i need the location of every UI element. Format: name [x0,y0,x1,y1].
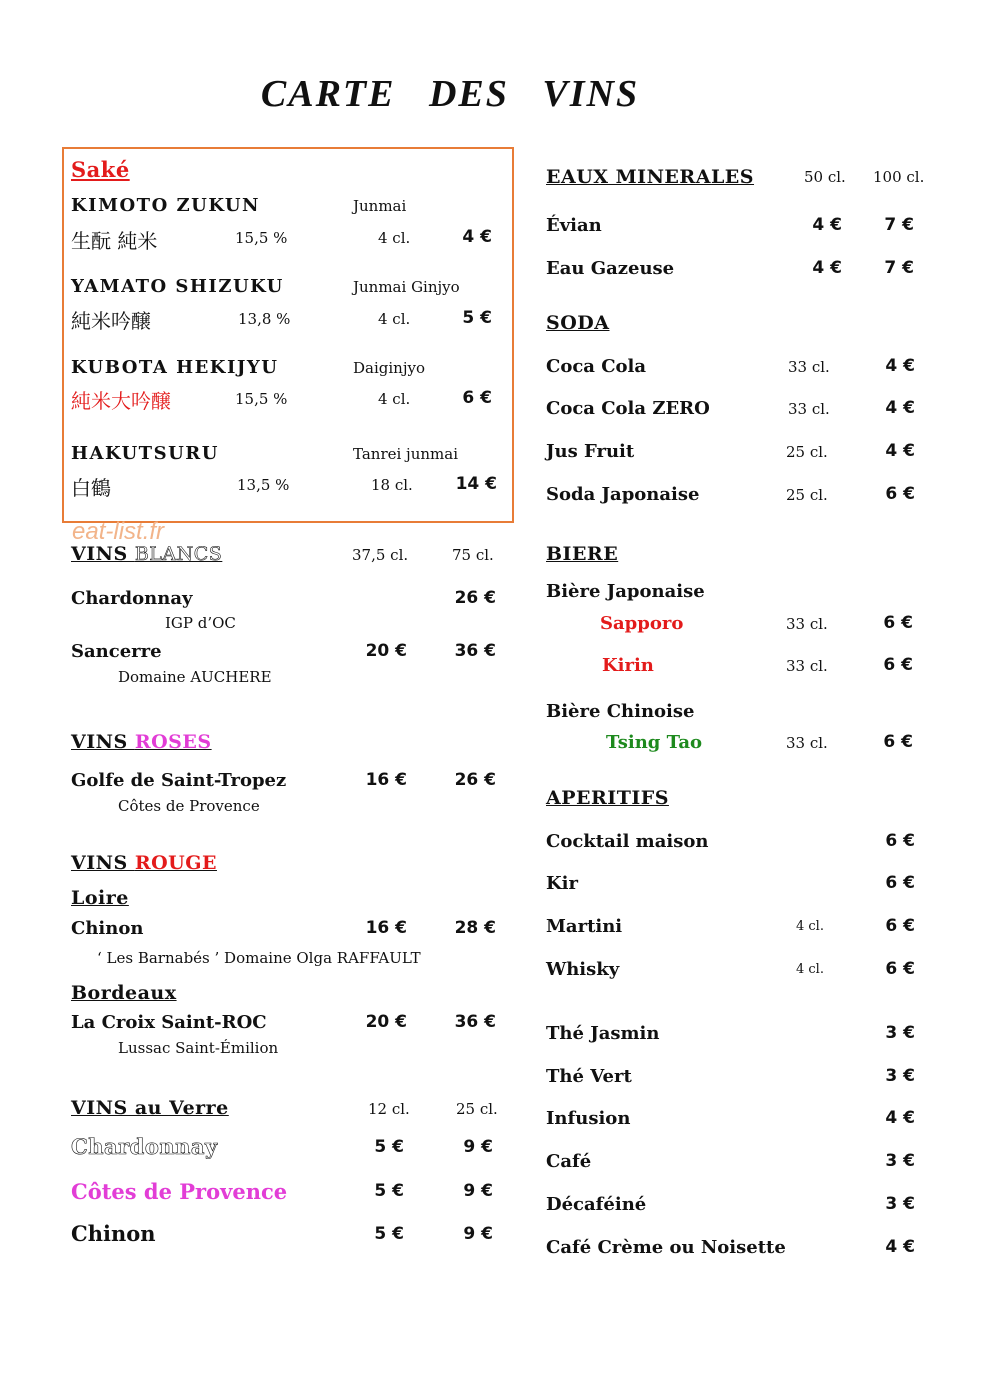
sake-kanji: 生酛 純米 [71,229,158,253]
drink-price: 4 € [812,215,842,235]
sake-abv: 15,5 % [235,390,288,408]
sake-abv: 15,5 % [235,229,288,247]
sake-kanji: 純米大吟醸 [71,389,171,413]
sake-price: 14 € [455,474,497,494]
wine-price: 28 € [454,918,496,938]
wine-price: 36 € [454,1012,496,1032]
drink-price: 6 € [885,959,915,979]
wine-sub: IGP d’OC [165,614,236,632]
wine-name: Chardonnay [71,588,193,609]
drink-size: 4 cl. [796,962,824,977]
wine-name: Golfe de Saint-Tropez [71,770,287,791]
drink-price: 6 € [885,831,915,851]
drink-price: 6 € [885,873,915,893]
heading-part: VINS [71,731,135,753]
verre-name: Chinon [71,1221,156,1246]
sake-size: 4 cl. [378,390,411,408]
drink-price: 6 € [885,916,915,936]
drink-name: Kirin [602,655,654,676]
drink-price: 7 € [884,258,914,278]
drink-size: 33 cl. [788,400,830,418]
wine-name: Sancerre [71,641,162,662]
drink-price: 3 € [885,1066,915,1086]
col-header: 37,5 cl. [352,546,409,564]
drink-price: 3 € [885,1023,915,1043]
region-loire: Loire [71,887,129,909]
sake-name: KIMOTO ZUKUN [71,195,260,216]
drink-price: 4 € [885,1108,915,1128]
drink-price: 4 € [885,1237,915,1257]
heading-part: ROUGE [134,852,217,874]
eaux-heading: EAUX MINERALES [546,166,755,188]
sake-size: 18 cl. [371,476,413,494]
page-title: CARTE DES VINS [260,73,640,115]
wine-name: La Croix Saint-ROC [71,1012,267,1033]
drink-name: Café Crème ou Noisette [546,1237,786,1258]
drink-price: 4 € [885,356,915,376]
sake-type: Junmai [353,197,407,215]
sake-abv: 13,5 % [237,476,290,494]
heading-part: VINS [71,852,135,874]
drink-name: Martini [546,916,623,937]
wine-price: 16 € [365,918,407,938]
drink-name: Eau Gazeuse [546,258,675,279]
aperitifs-heading: APERITIFS [546,787,669,809]
verre-name: Côtes de Provence [71,1179,288,1204]
drink-name: Évian [546,215,602,236]
wine-price: 26 € [454,770,496,790]
wine-price: 16 € [365,770,407,790]
drink-name: Décaféiné [546,1194,647,1215]
vins-roses-heading [71,731,212,753]
biere-group: Bière Japonaise [546,581,705,602]
sake-heading: Saké [71,157,130,182]
drink-price: 4 € [885,441,915,461]
drink-price: 6 € [883,732,913,752]
drink-size: 33 cl. [786,657,828,675]
drink-name: Jus Fruit [546,441,635,462]
drink-size: 25 cl. [786,486,828,504]
drink-price: 4 € [885,398,915,418]
drink-name: Kir [546,873,578,894]
drink-size: 33 cl. [786,615,828,633]
drink-price: 6 € [883,613,913,633]
drink-price: 3 € [885,1194,915,1214]
vins-blancs-heading [71,543,222,565]
heading-part: VINS [71,543,135,565]
region-bordeaux: Bordeaux [71,982,177,1004]
sake-kanji: 白鶴 [71,476,111,500]
verre-price: 9 € [463,1224,493,1244]
drink-price: 4 € [812,258,842,278]
col-header: 12 cl. [368,1100,410,1118]
drink-price: 6 € [885,484,915,504]
vins-rouge-heading [71,852,217,874]
biere-group: Bière Chinoise [546,701,695,722]
drink-size: 25 cl. [786,443,828,461]
heading-part: ROSES [134,731,212,753]
sake-price: 4 € [462,227,492,247]
sake-size: 4 cl. [378,229,411,247]
soda-heading: SODA [546,312,610,334]
wine-price: 36 € [454,641,496,661]
verre-price: 9 € [463,1181,493,1201]
sake-abv: 13,8 % [238,310,291,328]
drink-name: Whisky [546,959,620,980]
verre-name: Chardonnay [71,1134,218,1159]
sake-name: KUBOTA HEKIJYU [71,357,279,378]
drink-size: 33 cl. [788,358,830,376]
drink-price: 7 € [884,215,914,235]
biere-heading: BIERE [546,543,619,565]
drink-price: 3 € [885,1151,915,1171]
drink-name: Infusion [546,1108,631,1129]
drink-name: Cocktail maison [546,831,709,852]
drink-name: Soda Japonaise [546,484,700,505]
sake-name: YAMATO SHIZUKU [71,276,284,297]
verre-price: 5 € [374,1224,404,1244]
wine-sub: Côtes de Provence [118,797,260,815]
drink-size: 33 cl. [786,734,828,752]
verre-price: 5 € [374,1137,404,1157]
wine-sub: ‘ Les Barnabés ’ Domaine Olga RAFFAULT [97,949,421,967]
drink-name: Thé Jasmin [546,1023,660,1044]
sake-name: HAKUTSURU [71,443,219,464]
heading-part: BLANCS [134,543,223,565]
verre-price: 5 € [374,1181,404,1201]
drink-name: Coca Cola ZERO [546,398,710,419]
wine-name: Chinon [71,918,144,939]
sake-type: Daiginjyo [353,359,425,377]
wine-price: 20 € [365,1012,407,1032]
wine-price: 20 € [365,641,407,661]
watermark: eat-list.fr [72,518,165,545]
verre-price: 9 € [463,1137,493,1157]
drink-price: 6 € [883,655,913,675]
wine-sub: Domaine AUCHERE [118,668,272,686]
sake-price: 6 € [462,388,492,408]
drink-name: Café [546,1151,592,1172]
drink-size: 4 cl. [796,919,824,934]
col-header: 75 cl. [452,546,494,564]
wine-price: 26 € [454,588,496,608]
sake-type: Tanrei junmai [353,445,458,463]
drink-name: Sapporo [600,613,684,634]
sake-price: 5 € [462,308,492,328]
sake-size: 4 cl. [378,310,411,328]
drink-name: Coca Cola [546,356,647,377]
col-header: 100 cl. [873,168,925,186]
vins-verre-heading: VINS au Verre [71,1097,229,1119]
drink-name: Thé Vert [546,1066,632,1087]
wine-sub: Lussac Saint-Émilion [118,1039,279,1057]
sake-type: Junmai Ginjyo [353,278,460,296]
sake-kanji: 純米吟醸 [71,309,151,333]
drink-name: Tsing Tao [606,732,702,753]
col-header: 50 cl. [804,168,846,186]
col-header: 25 cl. [456,1100,498,1118]
